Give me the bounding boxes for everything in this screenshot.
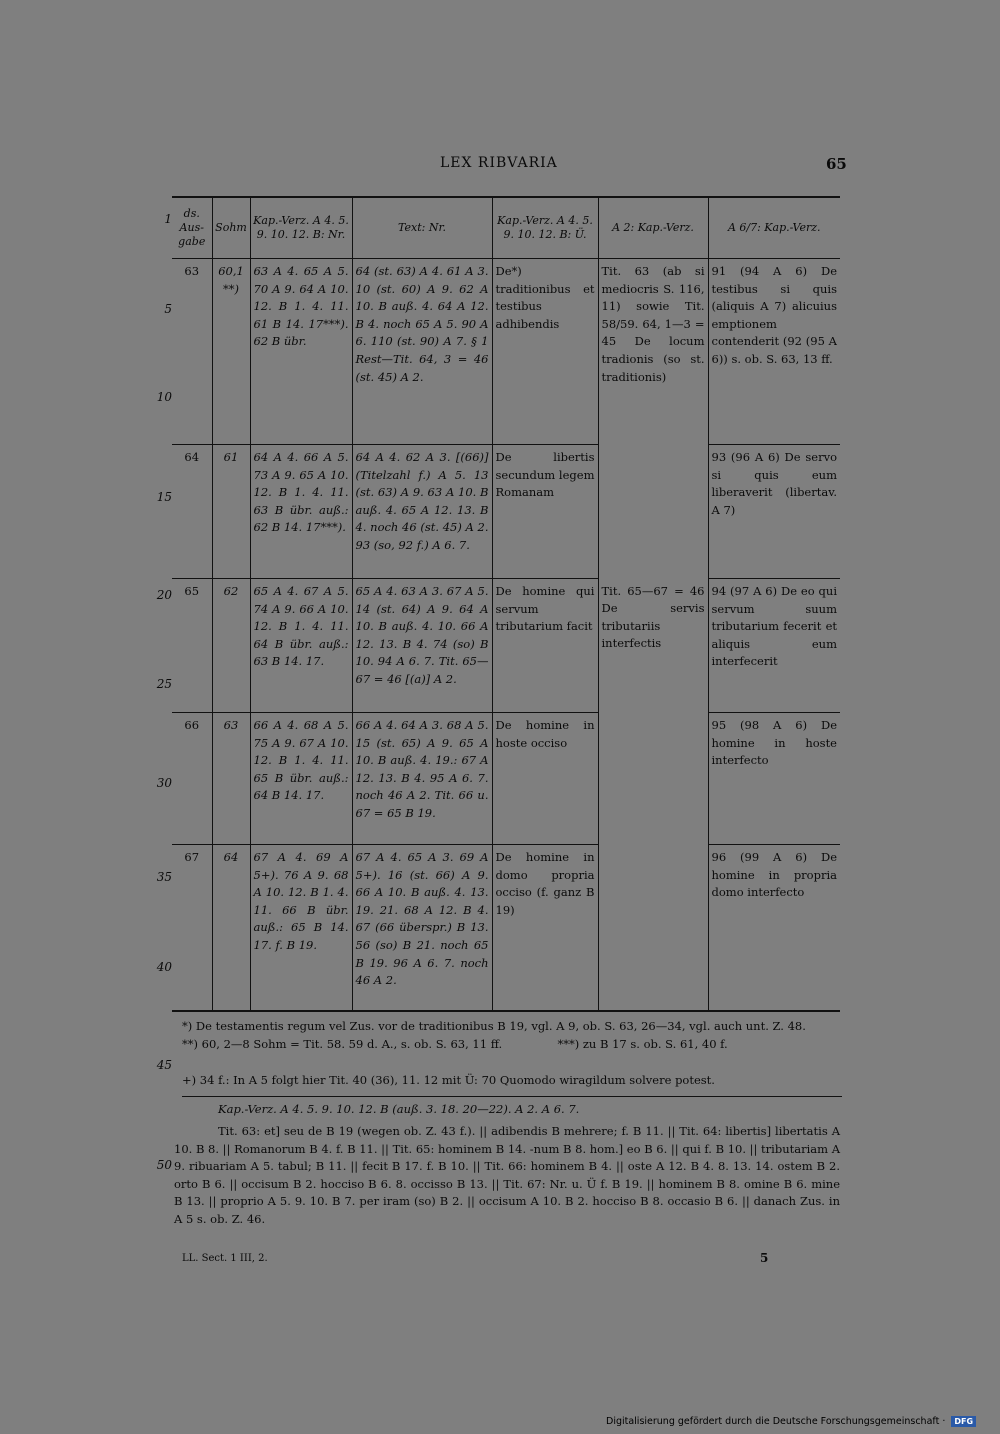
cell-ue: De homine in domo propria occiso (f. ganz B 19)	[492, 845, 598, 1011]
footnote-2	[182, 1036, 842, 1054]
column-header-sohm: Sohm	[212, 198, 250, 259]
cell-text: 65 A 4. 63 A 3. 67 A 5. 14 (st. 64) A 9. 64 A 10. B auß. 4. 10. 66 A 12. 13. B 4. 74 (so) B 10. 94 A 6. 7. Tit. 65—67 = 46 [(a)] A 2.	[352, 579, 492, 713]
column-header-a2: A 2: Kap.-Verz.	[598, 198, 708, 259]
footnote-1: *) De testamentis regum vel Zus. vor de traditionibus B 19, vgl. A 9, ob. S. 63, 26—34, vgl. auch unt. Z. 48.	[182, 1019, 806, 1033]
column-header-text-nr: Text: Nr.	[352, 198, 492, 259]
line-number: 15	[156, 490, 172, 504]
footnote-2b: ***) zu B 17 s. ob. S. 61, 40 f.	[557, 1036, 728, 1051]
dfg-banner: Digitalisierung gefördert durch die Deutsche Forschungsgemeinschaft · DFG	[606, 1416, 976, 1427]
cell-a67: 96 (99 A 6) De homine in propria domo interfecto	[708, 845, 840, 1011]
cell-text: 66 A 4. 64 A 3. 68 A 5. 15 (st. 65) A 9. 65 A 10. B auß. 4. 19.: 67 A 12. 13. B 4. 95 A 6. 7. noch 46 A 2. Tit. 66 u. 67 = 65 B 19.	[352, 713, 492, 845]
cell-ue: De homine qui servum tributarium facit	[492, 579, 598, 713]
table-row	[172, 445, 840, 579]
line-number: 35	[156, 870, 172, 884]
cell-sohm: 63	[212, 713, 250, 845]
cell-sohm: 60,1 **)	[212, 259, 250, 445]
column-header-ausgabe: ds. Aus-gabe	[172, 198, 212, 259]
dfg-logo: DFG	[951, 1416, 976, 1427]
column-header-kap-ue: Kap.-Verz. A 4. 5. 9. 10. 12. B: Ü.	[492, 198, 598, 259]
cell-ausgabe: 67	[172, 845, 212, 1011]
line-number: 10	[156, 390, 172, 404]
running-title: LEX RIBVARIA	[440, 155, 558, 171]
cell-text: 67 A 4. 65 A 3. 69 A 5+). 16 (st. 66) A 9. 66 A 10. B auß. 4. 13. 19. 21. 68 A 12. B 4. 67 (66 überspr.) B 13. 56 (so) B 21. noch 65 B 19. 96 A 6. 7. noch 46 A 2.	[352, 845, 492, 1011]
footnote-3: +) 34 f.: In A 5 folgt hier Tit. 40 (36), 11. 12 mit Ü: 70 Quomodo wiragildum solvere potest.	[182, 1073, 715, 1087]
column-header-kap-nr: Kap.-Verz. A 4. 5. 9. 10. 12. B: Nr.	[250, 198, 352, 259]
line-number: 5	[164, 302, 172, 316]
cell-sohm: 62	[212, 579, 250, 713]
line-number: 25	[156, 677, 172, 691]
line-number: 1	[164, 212, 172, 226]
table-row	[172, 259, 840, 445]
cell-kap: 63 A 4. 65 A 5. 70 A 9. 64 A 10. 12. B 1. 4. 11. 61 B 14. 17***). 62 B übr.	[250, 259, 352, 445]
page-number: 65	[826, 155, 847, 173]
line-number: 50	[156, 1158, 172, 1172]
cell-ausgabe: 63	[172, 259, 212, 445]
table-row	[172, 713, 840, 845]
table-header-row	[172, 198, 840, 259]
dfg-banner-text: Digitalisierung gefördert durch die Deutsche Forschungsgemeinschaft	[606, 1416, 940, 1427]
cell-text: 64 (st. 63) A 4. 61 A 3. 10 (st. 60) A 9. 62 A 10. B auß. 4. 64 A 12. B 4. noch 65 A 5. 90 A 6. 110 (st. 90) A 7. § 1 Rest—Tit. 64, 3 = 46 (st. 45) A 2.	[352, 259, 492, 445]
cell-ue: De libertis secundum legem Romanam	[492, 445, 598, 579]
footnote-2a: **) 60, 2—8 Sohm = Tit. 58. 59 d. A., s. ob. S. 63, 11 ff.	[182, 1036, 503, 1051]
table-row	[172, 579, 840, 713]
cell-ausgabe: 65	[172, 579, 212, 713]
cell-a2	[598, 445, 708, 579]
cell-ausgabe: 66	[172, 713, 212, 845]
line-number: 40	[156, 960, 172, 974]
cell-a2: Tit. 63 (ab si mediocris S. 116, 11) sowie Tit. 58/59. 64, 1—3 = 45 De locum tradionis (so st. traditionis)	[598, 259, 708, 445]
column-header-a67: A 6/7: Kap.-Verz.	[708, 198, 840, 259]
concordance-table	[172, 198, 840, 1012]
cell-kap: 66 A 4. 68 A 5. 75 A 9. 67 A 10. 12. B 1. 4. 11. 65 B übr. auß.: 64 B 14. 17.	[250, 713, 352, 845]
cell-kap: 65 A 4. 67 A 5. 74 A 9. 66 A 10. 12. B 1. 4. 11. 64 B übr. auß.: 63 B 14. 17.	[250, 579, 352, 713]
cell-a67: 95 (98 A 6) De homine in hoste interfecto	[708, 713, 840, 845]
cell-ue: De homine in hoste occiso	[492, 713, 598, 845]
table-row	[172, 845, 840, 1011]
apparatus-rule	[182, 1096, 842, 1097]
cell-ue: De*) traditionibus et testibus adhibendis	[492, 259, 598, 445]
cell-a2	[598, 845, 708, 1011]
cell-a67: 91 (94 A 6) De testibus si quis (aliquis A 7) alicuius emptionem contenderit (92 (95 A 6)) s. ob. S. 63, 13 ff.	[708, 259, 840, 445]
cell-sohm: 61	[212, 445, 250, 579]
cell-a2: Tit. 65—67 = 46 De servis tributariis interfectis	[598, 579, 708, 713]
cell-ausgabe: 64	[172, 445, 212, 579]
line-number: 45	[156, 1058, 172, 1072]
cell-a67: 93 (96 A 6) De servo si quis eum liberaverit (libertav. A 7)	[708, 445, 840, 579]
cell-sohm: 64	[212, 845, 250, 1011]
cell-a2	[598, 713, 708, 845]
critical-apparatus: Tit. 63: et] seu de B 19 (wegen ob. Z. 43 f.). || adibendis B mehrere; f. B 11. || Tit. 64: libertis] libertatis A 10. B 8. || Romanorum B 4. f. B 11. || Tit. 65: hominem B 14. -num B 8. hom.] eo B 6. || qui f. B 10. || tributariam A 9. ribuariam A 5. tabul; B 11. || fecit B 17. f. B 10. || Tit. 66: hominem B 4. || oste A 12. B 4. 8. 13. 14. ostem B 2. orto B 6. || occisum B 2. hocciso B 6. 8. occisso B 13. || Tit. 67: Nr. u. Ü f. B 19. || hominem B 8. omine B 6. mine B 13. || proprio A 5. 9. 10. B 7. per iram (so) B 2. || occisum A 10. B 2. hocciso B 8. occasio B 6. || danach Zus. in A 5 s. ob. Z. 46.	[174, 1124, 840, 1226]
line-number: 20	[156, 588, 172, 602]
signature-mark: LL. Sect. 1 III, 2.	[182, 1253, 268, 1264]
cell-kap: 67 A 4. 69 A 5+). 76 A 9. 68 A 10. 12. B 1. 4. 11. 66 B übr. auß.: 65 B 14. 17. f. B 19.	[250, 845, 352, 1011]
cell-kap: 64 A 4. 66 A 5. 73 A 9. 65 A 10. 12. B 1. 4. 11. 63 B übr. auß.: 62 B 14. 17***).	[250, 445, 352, 579]
sheet-number: 5	[760, 1251, 769, 1265]
line-number: 30	[156, 776, 172, 790]
footnotes	[182, 1018, 842, 1053]
cell-text: 64 A 4. 62 A 3. [(66)] (Titelzahl f.) A 5. 13 (st. 63) A 9. 63 A 10. B auß. 4. 65 A 12. 13. B 4. noch 46 (st. 45) A 2. 93 (so, 92 f.) A 6. 7.	[352, 445, 492, 579]
apparatus-heading: Kap.-Verz. A 4. 5. 9. 10. 12. B (auß. 3. 18. 20—22). A 2. A 6. 7.	[218, 1102, 580, 1116]
cell-a67: 94 (97 A 6) De eo qui servum suum tributarium fecerit et aliquis eum interfecerit	[708, 579, 840, 713]
